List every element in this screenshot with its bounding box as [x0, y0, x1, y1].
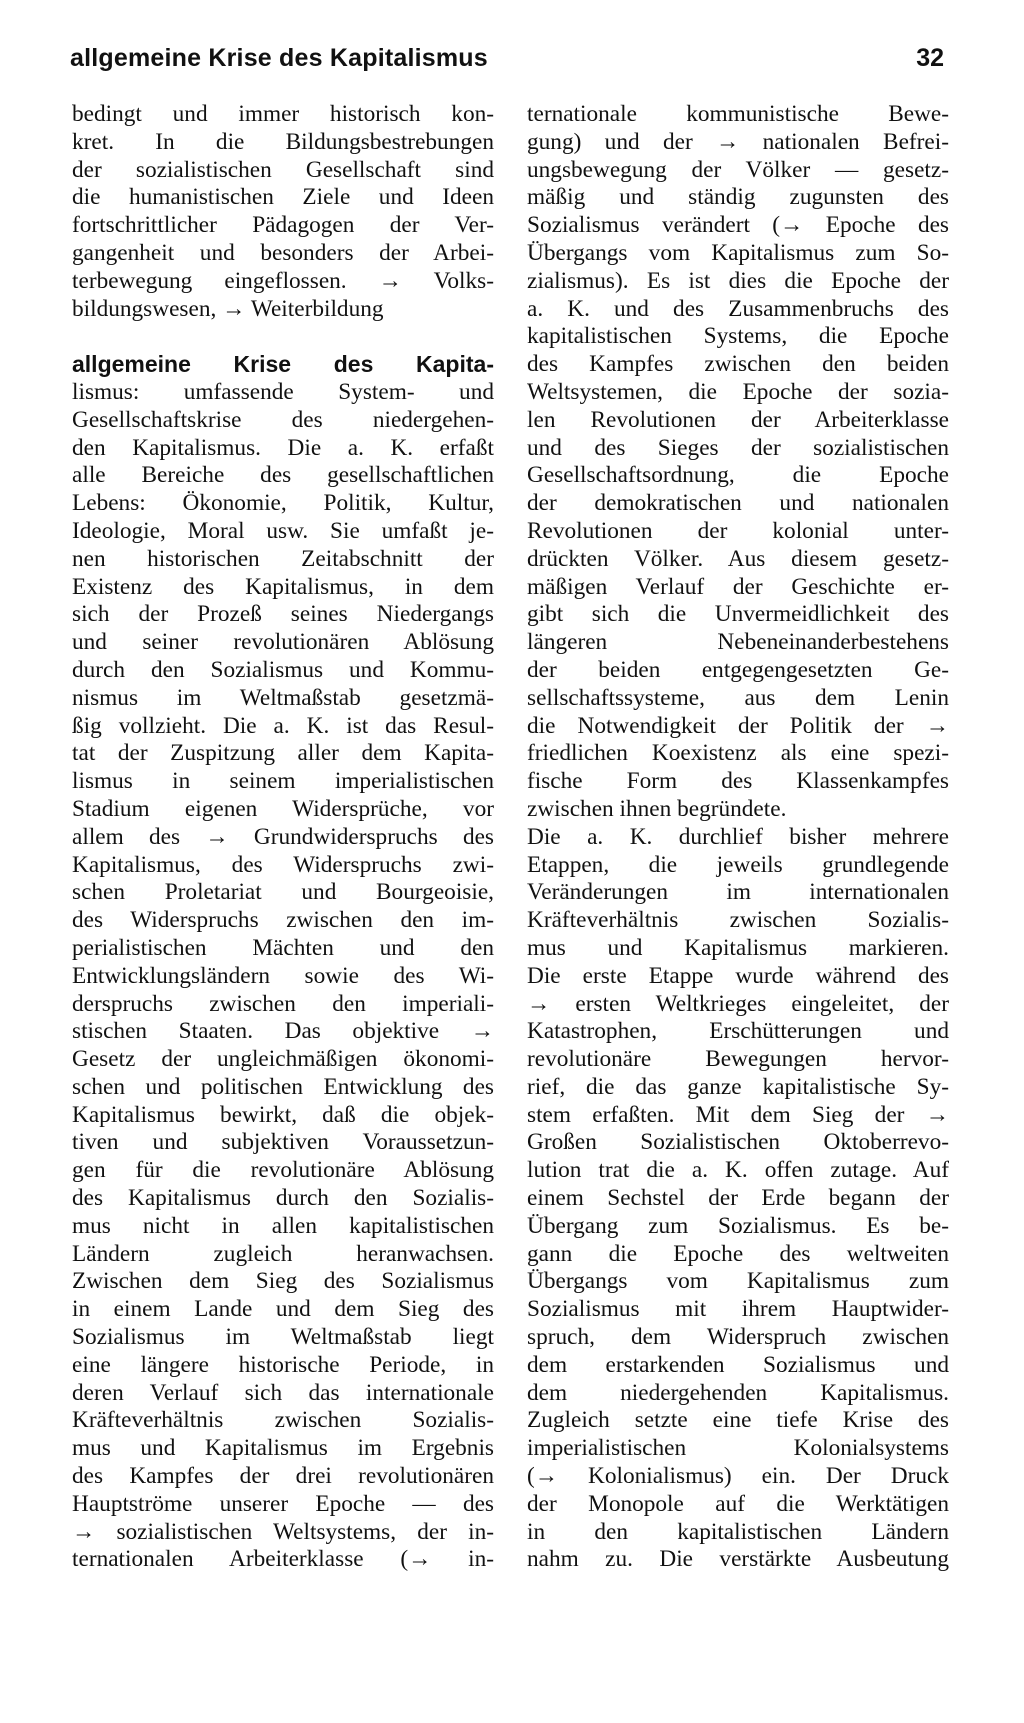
text-line: tat der Zuspitzung aller dem Kapita- [72, 740, 494, 767]
text-line: bedingt und immer historisch kon- [72, 101, 494, 127]
text-line: gangenheit und besonders der Arbei- [72, 239, 494, 266]
text-line: Stadium eigenen Widersprüche, vor [72, 795, 494, 822]
text-line: terbewegung eingeflossen. → Volks- [72, 267, 494, 294]
paragraph-gap [72, 323, 494, 351]
text-line: nismus im Weltmaßstab gesetzmä- [72, 684, 494, 711]
text-line: Übergangs vom Kapitalismus zum So- [527, 239, 949, 266]
text-line: Etappen, die jeweils grundlegende [527, 851, 949, 878]
text-line: friedlichen Koexistenz als eine spezi- [527, 740, 949, 767]
text-line: und des Sieges der sozialistischen [527, 434, 949, 461]
text-line: kret. In die Bildungsbestrebungen [72, 128, 494, 155]
text-line: Revolutionen der kolonial unter- [527, 517, 949, 544]
text-line: lution trat die a. K. offen zutage. Auf [527, 1157, 949, 1184]
text-line: der beiden entgegengesetzten Ge- [527, 656, 949, 683]
text-line: Entwicklungsländern sowie des Wi- [72, 962, 494, 989]
text-line: des Widerspruchs zwischen den im- [72, 907, 494, 934]
text-line: zwischen ihnen begründete. [527, 795, 787, 822]
right-column [527, 101, 949, 1574]
text-line: Die erste Etappe wurde während des [527, 962, 949, 989]
text-line: der demokratischen und nationalen [527, 490, 949, 517]
text-line: dem niedergehenden Kapitalismus. [527, 1379, 949, 1406]
text-line: einem Sechstel der Erde begann der [527, 1185, 949, 1212]
text-line: Sozialismus verändert (→ Epoche des [527, 212, 949, 239]
text-line: Großen Sozialistischen Oktoberrevo- [527, 1129, 949, 1156]
text-line: schen und politischen Entwicklung des [72, 1073, 494, 1100]
text-line: in den kapitalistischen Ländern [527, 1518, 949, 1545]
text-line: der sozialistischen Gesellschaft sind [72, 156, 494, 183]
page-header [70, 44, 944, 84]
text-line: mus und Kapitalismus im Ergebnis [72, 1435, 494, 1462]
text-line: ungsbewegung der Völker — gesetz- [527, 156, 949, 183]
text-line: sellschaftssysteme, aus dem Lenin [527, 684, 949, 711]
text-line: Existenz des Kapitalismus, in dem [72, 573, 494, 600]
text-line: Kapitalismus, des Widerspruchs zwi- [72, 851, 494, 878]
text-line: des Kampfes der drei revolutionären [72, 1463, 494, 1490]
text-line: kapitalistischen Systems, die Epoche [527, 323, 949, 350]
text-line: ternationale kommunistische Bewe- [527, 101, 949, 127]
text-line: die humanistischen Ziele und Ideen [72, 184, 494, 211]
text-line: die Notwendigkeit der Politik der → [527, 712, 949, 739]
text-line: in einem Lande und dem Sieg des [72, 1296, 494, 1323]
text-line: Kräfteverhältnis zwischen Sozialis- [527, 907, 949, 934]
text-line: durch den Sozialismus und Kommu- [72, 656, 494, 683]
text-line: stischen Staaten. Das objektive → [72, 1018, 494, 1045]
text-line: perialistischen Mächten und den [72, 934, 494, 961]
text-line: mus und Kapitalismus markieren. [527, 934, 949, 961]
text-line: gung) und der → nationalen Befrei- [527, 128, 949, 155]
text-line: des Kampfes zwischen den beiden [527, 351, 949, 378]
text-line: Gesellschaftskrise des niedergehen- [72, 406, 494, 433]
text-line: der Monopole auf die Werktätigen [527, 1490, 949, 1517]
text-line: eine längere historische Periode, in [72, 1351, 494, 1378]
entry-headword: allgemeine Krise des Kapita- [72, 351, 494, 378]
text-line: Zwischen dem Sieg des Sozialismus [72, 1268, 494, 1295]
text-line: stem erfaßten. Mit dem Sieg der → [527, 1101, 949, 1128]
text-line: nahm zu. Die verstärkte Ausbeutung [527, 1546, 949, 1573]
text-line: Übergangs vom Kapitalismus zum [527, 1268, 949, 1295]
text-line: Kapitalismus bewirkt, daß die objek- [72, 1101, 494, 1128]
text-line: lismus in seinem imperialistischen [72, 768, 494, 795]
text-line: Sozialismus im Weltmaßstab liegt [72, 1324, 494, 1351]
text-line: Katastrophen, Erschütterungen und [527, 1018, 949, 1045]
text-line: revolutionäre Bewegungen hervor- [527, 1046, 949, 1073]
text-line: nen historischen Zeitabschnitt der [72, 545, 494, 572]
text-line: Gesellschaftsordnung, die Epoche [527, 462, 949, 489]
text-line: deren Verlauf sich das internationale [72, 1379, 494, 1406]
text-line: Die a. K. durchlief bisher mehrere [527, 823, 949, 850]
text-line: ternationalen Arbeiterklasse (→ in- [72, 1546, 494, 1573]
text-line: den Kapitalismus. Die a. K. erfaßt [72, 434, 494, 461]
text-line: allem des → Grundwiderspruchs des [72, 823, 494, 850]
text-line: derspruchs zwischen den imperiali- [72, 990, 494, 1017]
text-line: Ländern zugleich heranwachsen. [72, 1240, 494, 1267]
text-line: drückten Völker. Aus diesem gesetz- [527, 545, 949, 572]
text-line: fortschrittlicher Pädagogen der Ver- [72, 212, 494, 239]
text-line: Sozialismus mit ihrem Hauptwider- [527, 1296, 949, 1323]
left-column [72, 101, 494, 1574]
text-line: imperialistischen Kolonialsystems [527, 1435, 949, 1462]
text-line: Lebens: Ökonomie, Politik, Kultur, [72, 490, 494, 517]
text-line: rief, die das ganze kapitalistische Sy- [527, 1073, 949, 1100]
text-line: → ersten Weltkrieges eingeleitet, der [527, 990, 949, 1017]
running-head: allgemeine Krise des Kapitalismus [70, 44, 488, 72]
page-number: 32 [916, 44, 944, 72]
text-line: des Kapitalismus durch den Sozialis- [72, 1185, 494, 1212]
text-line: lismus: umfassende System- und [72, 378, 494, 405]
text-line: Ideologie, Moral usw. Sie umfaßt je- [72, 517, 494, 544]
text-line: sich der Prozeß seines Niedergangs [72, 601, 494, 628]
text-line: mus nicht in allen kapitalistischen [72, 1212, 494, 1239]
text-line: und seiner revolutionären Ablösung [72, 629, 494, 656]
text-line: Kräfteverhältnis zwischen Sozialis- [72, 1407, 494, 1434]
text-line: ßig vollzieht. Die a. K. ist das Resul- [72, 712, 494, 739]
text-line: längeren Nebeneinanderbestehens [527, 629, 949, 656]
text-line: gann die Epoche des weltweiten [527, 1240, 949, 1267]
text-line: Weltsystemen, die Epoche der sozia- [527, 378, 949, 405]
text-line: tiven und subjektiven Voraussetzun- [72, 1129, 494, 1156]
text-line: Zugleich setzte eine tiefe Krise des [527, 1407, 949, 1434]
text-line: dem erstarkenden Sozialismus und [527, 1351, 949, 1378]
text-line: len Revolutionen der Arbeiterklasse [527, 406, 949, 433]
text-line: spruch, dem Widerspruch zwischen [527, 1324, 949, 1351]
text-line: Übergang zum Sozialismus. Es be- [527, 1212, 949, 1239]
text-line: alle Bereiche des gesellschaftlichen [72, 462, 494, 489]
text-line: zialismus). Es ist dies die Epoche der [527, 267, 949, 294]
text-line: Gesetz der ungleichmäßigen ökonomi- [72, 1046, 494, 1073]
text-line: mäßigen Verlauf der Geschichte er- [527, 573, 949, 600]
text-line: bildungswesen, → Weiterbildung [72, 295, 384, 322]
text-line: mäßig und ständig zugunsten des [527, 184, 949, 211]
text-line: schen Proletariat und Bourgeoisie, [72, 879, 494, 906]
text-line: fische Form des Klassenkampfes [527, 768, 949, 795]
text-line: Veränderungen im internationalen [527, 879, 949, 906]
text-line: gen für die revolutionäre Ablösung [72, 1157, 494, 1184]
text-line: a. K. und des Zusammenbruchs des [527, 295, 949, 322]
text-line: (→ Kolonialismus) ein. Der Druck [527, 1463, 949, 1490]
text-line: Hauptströme unserer Epoche — des [72, 1490, 494, 1517]
text-line: → sozialistischen Weltsystems, der in- [72, 1518, 494, 1545]
text-line: gibt sich die Unvermeidlichkeit des [527, 601, 949, 628]
